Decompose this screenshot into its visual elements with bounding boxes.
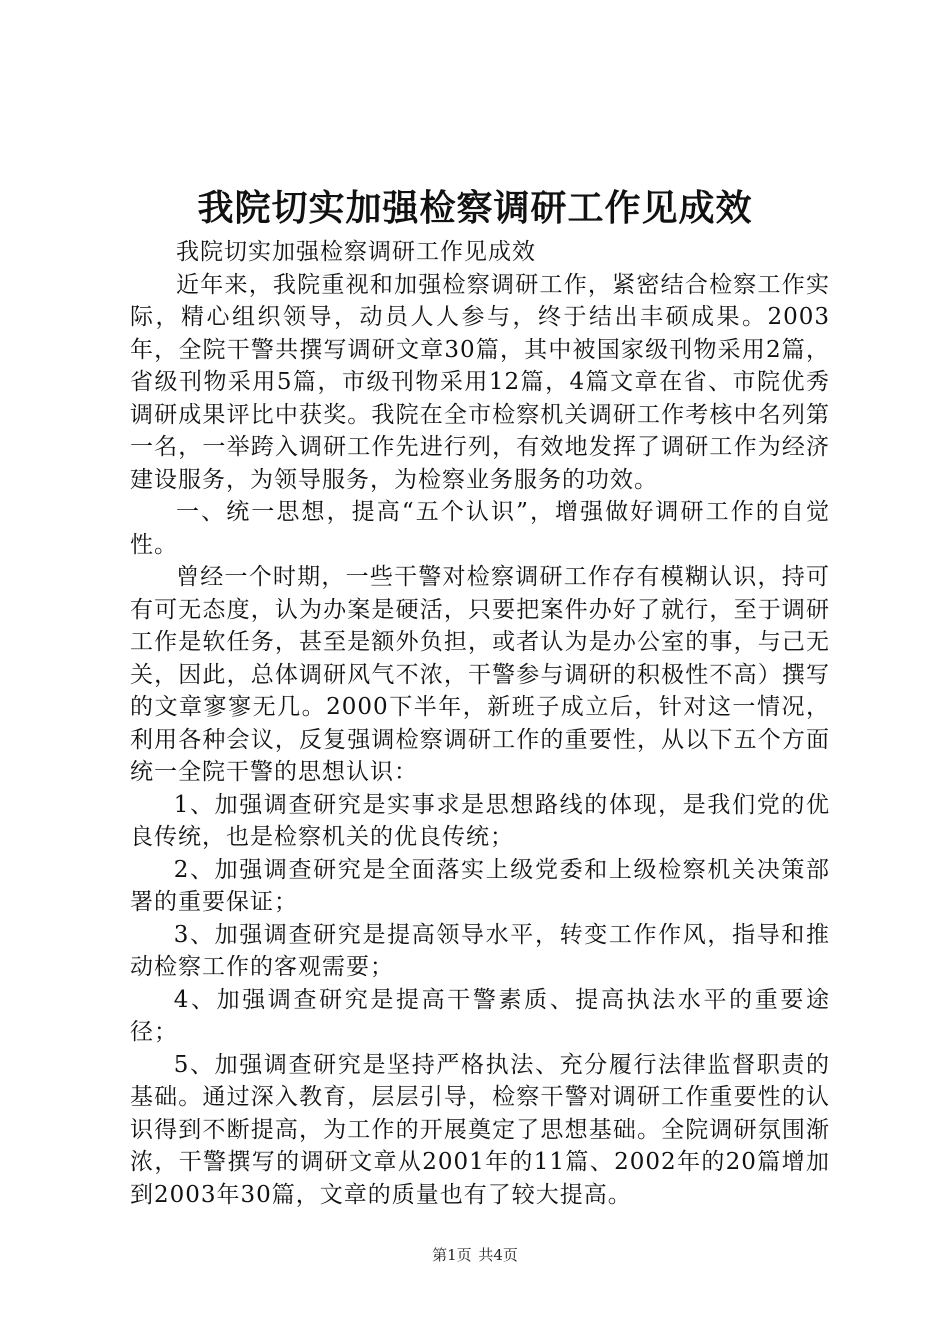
list-item-1: 1、加强调查研究是实事求是思想路线的体现，是我们党的优良传统，也是检察机关的优良传统；	[130, 791, 830, 850]
list-item-5: 5、加强调查研究是坚持严格执法、充分履行法律监督职责的基础。通过深入教育，层层引导，检察干警对调研工作重要性的认识得到不断提高，为工作的开展奠定了思想基础。全院调研氛围渐浓，干警撰写的调研文章从2001年的11篇、2002年的20篇增加到2003年30篇，文章的质量也有了较大提高。	[130, 1051, 830, 1208]
paragraph-intro: 近年来，我院重视和加强检察调研工作，紧密结合检察工作实际，精心组织领导，动员人人参与，终于结出丰硕成果。2003年，全院干警共撰写调研文章30篇，其中被国家级刊物采用2篇，省级刊物采用5篇，市级刊物采用12篇，4篇文章在省、市院优秀调研成果评比中获奖。我院在全市检察机关调研工作考核中名列第一名，一举跨入调研工作先进行列，有效地发挥了调研工作为经济建设服务，为领导服务，为检察业务服务的功效。	[130, 271, 830, 493]
paragraph-section-heading: 一、统一思想，提高“五个认识”，增强做好调研工作的自觉性。	[130, 499, 830, 558]
page-footer	[0, 1245, 950, 1265]
list-item-3: 3、加强调查研究是提高领导水平，转变工作作风，指导和推动检察工作的客观需要；	[130, 921, 830, 980]
document-title: 我院切实加强检察调研工作见成效	[197, 187, 753, 229]
page-number: 第1页	[432, 1246, 472, 1264]
paragraph-background: 曾经一个时期，一些干警对检察调研工作存有模糊认识，持可有可无态度，认为办案是硬活，只要把案件办好了就行，至于调研工作是软任务，甚至是额外负担，或者认为是办公室的事，与己无关，因此，总体调研风气不浓，干警参与调研的积极性不高）撰写的文章寥寥无几。2000下半年，新班子成立后，针对这一情况，利用各种会议，反复强调检察调研工作的重要性，从以下五个方面统一全院干警的思想认识：	[130, 564, 830, 785]
document-body	[130, 236, 830, 1211]
list-item-2: 2、加强调查研究是全面落实上级党委和上级检察机关决策部署的重要保证；	[130, 856, 830, 915]
paragraph-subtitle: 我院切实加强检察调研工作见成效	[176, 239, 536, 265]
page-total: 共4页	[478, 1246, 518, 1264]
list-item-4: 4、加强调查研究是提高干警素质、提高执法水平的重要途径；	[130, 986, 830, 1045]
